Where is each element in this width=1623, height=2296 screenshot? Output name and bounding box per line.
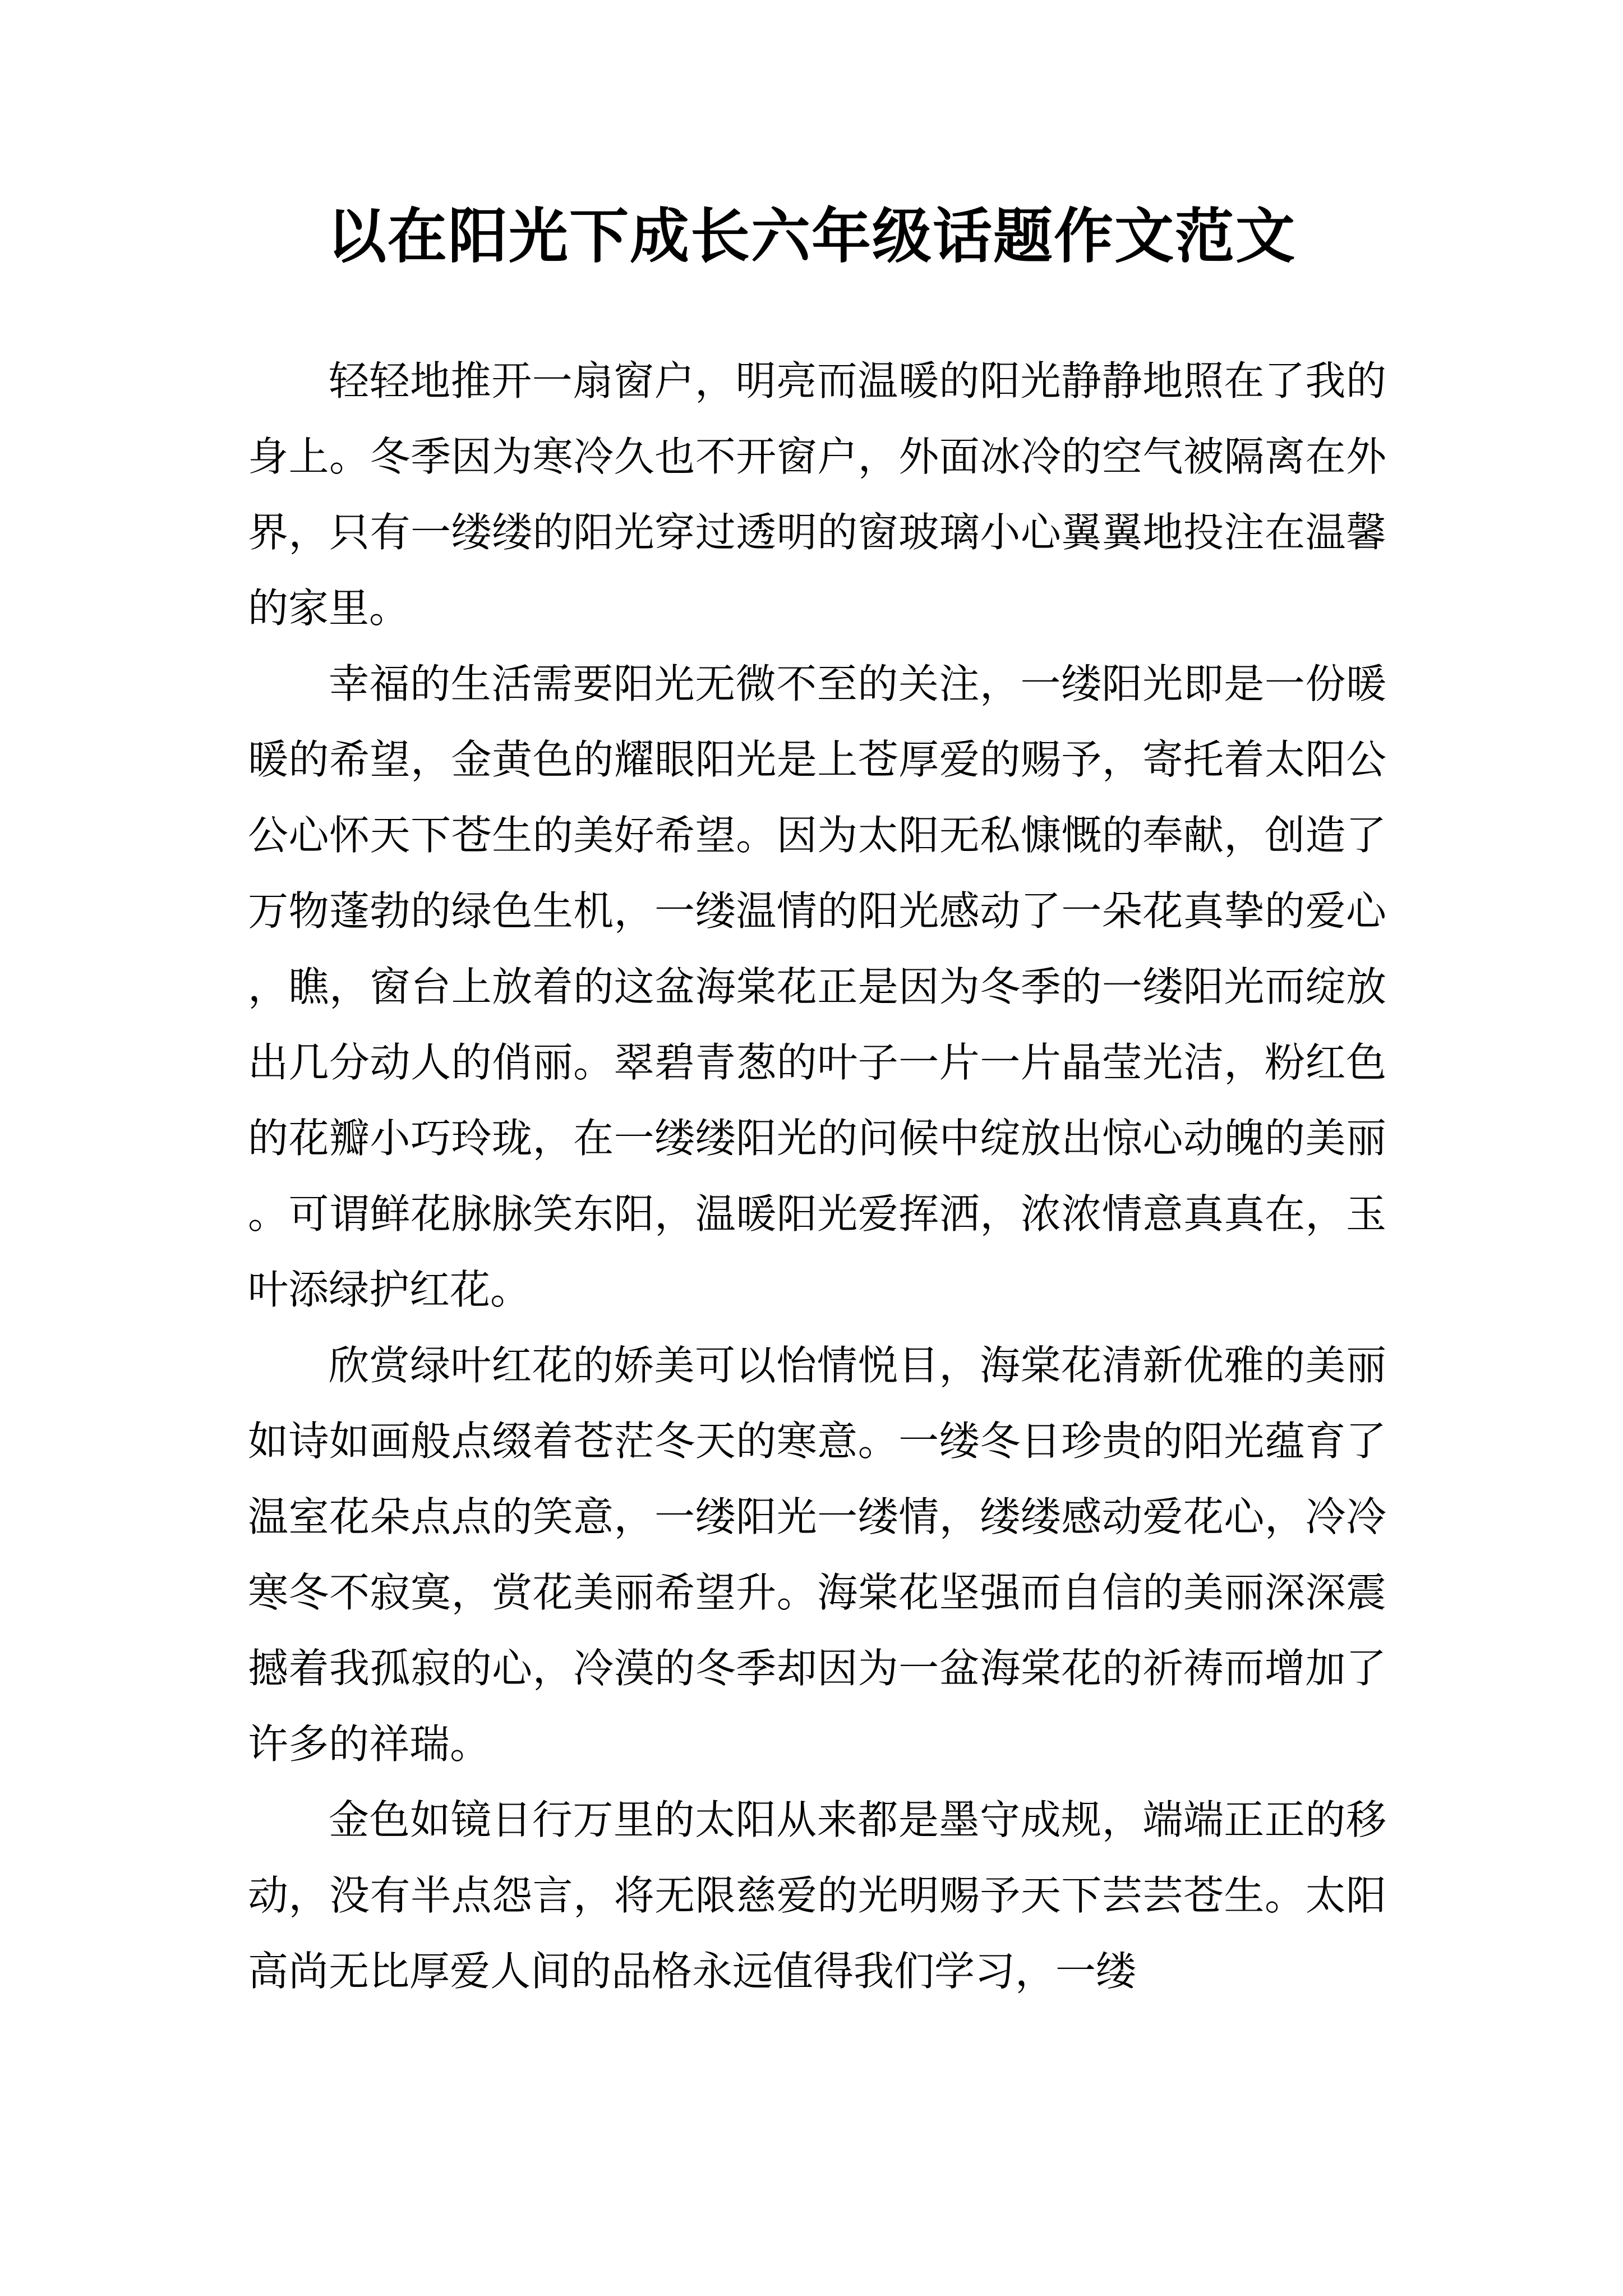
paragraph-1: 轻轻地推开一扇窗户，明亮而温暖的阳光静静地照在了我的身上。冬季因为寒冷久也不开窗户，外面冰冷的空气被隔离在外界，只有一缕缕的阳光穿过透明的窗玻璃小心翼翼地投注在温馨的家里。 bbox=[248, 357, 1386, 632]
document-body bbox=[248, 343, 1386, 2009]
paragraph-3: 欣赏绿叶红花的娇美可以怡情悦目，海棠花清新优雅的美丽如诗如画般点缀着苍茫冬天的寒意。一缕冬日珍贵的阳光蕴育了温室花朵点点的笑意，一缕阳光一缕情，缕缕感动爱花心，冷冷寒冬不寂寞，赏花美丽希望升。海棠花坚强而自信的美丽深深震撼着我孤寂的心，冷漠的冬季却因为一盆海棠花的祈祷而增加了许多的祥瑞。 bbox=[248, 1342, 1386, 1768]
document-title: 以在阳光下成长六年级话题作文范文 bbox=[327, 202, 1296, 271]
paragraph-4: 金色如镜日行万里的太阳从来都是墨守成规，端端正正的移动，没有半点怨言，将无限慈爱的光明赐予天下芸芸苍生。太阳高尚无比厚爱人间的品格永远值得我们学习，一缕 bbox=[248, 1796, 1386, 1995]
paragraph-2: 幸福的生活需要阳光无微不至的关注，一缕阳光即是一份暖暖的希望，金黄色的耀眼阳光是上苍厚爱的赐予，寄托着太阳公公心怀天下苍生的美好希望。因为太阳无私慷慨的奉献，创造了万物蓬勃的绿色生机，一缕温情的阳光感动了一朵花真挚的爱心，瞧，窗台上放着的这盆海棠花正是因为冬季的一缕阳光而绽放出几分动人的俏丽。翠碧青葱的叶子一片一片晶莹光洁，粉红色的花瓣小巧玲珑，在一缕缕阳光的问候中绽放出惊心动魄的美丽。可谓鲜花脉脉笑东阳，温暖阳光爱挥洒，浓浓情意真真在，玉叶添绿护红花。 bbox=[248, 660, 1386, 1313]
